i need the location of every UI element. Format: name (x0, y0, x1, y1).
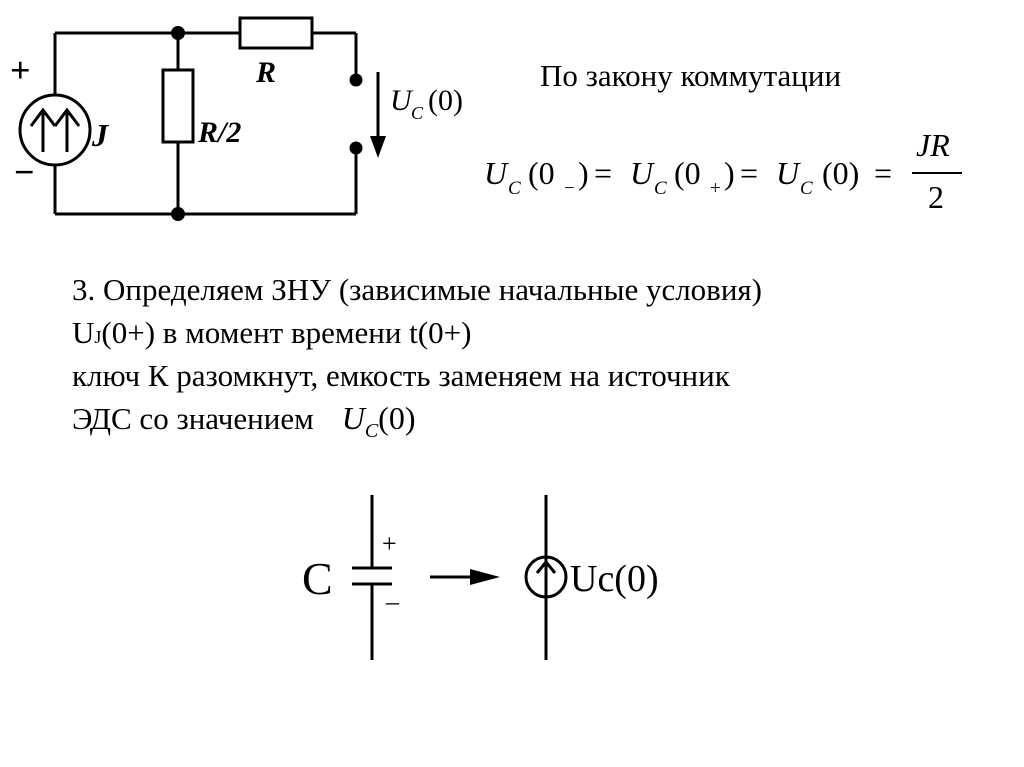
body-line-4 (72, 397, 762, 440)
uj-sub: J (94, 327, 102, 347)
resistor-shunt (163, 70, 193, 142)
voltage-arrowhead (370, 136, 386, 158)
body-line-4-text: ЭДС со значением (72, 401, 314, 436)
formula-eq3: = (874, 155, 893, 191)
source-label: Uc(0) (570, 558, 659, 600)
formula-sub1: C (508, 178, 521, 199)
capacitor-plus-label: + (382, 529, 397, 558)
formula-arg2-sub: + (710, 178, 721, 199)
uj-u: U (72, 315, 95, 350)
switch-terminal-top (351, 75, 361, 85)
capacitor-label: C (302, 553, 333, 604)
formula-arg1-sub: − (564, 178, 575, 199)
body-line-2 (72, 311, 762, 354)
source-plus-label: + (10, 50, 31, 90)
voltage-label-arg: (0) (428, 84, 463, 117)
junction-top (171, 26, 185, 40)
uc-inline-u: U (341, 400, 365, 436)
formula-arg1: (0 (528, 155, 555, 191)
capacitor-conversion-diagram (290, 490, 710, 670)
circuit-diagram (0, 0, 500, 240)
formula-close2: ) (724, 155, 735, 191)
formula-sub2: C (654, 178, 667, 199)
formula-close1: ) (578, 155, 589, 191)
voltage-label-sub: C (411, 103, 424, 123)
junction-bottom (171, 207, 185, 221)
formula-eq2: = (740, 155, 759, 191)
body-line-3: ключ К разомкнут, емкость заменяем на источник (72, 358, 730, 393)
source-j-label: J (92, 117, 108, 153)
resistor-shunt-label: R/2 (198, 116, 242, 149)
uc-inline-arg: (0) (378, 400, 416, 436)
formula-eq1: = (594, 155, 613, 191)
body-text (72, 268, 762, 440)
formula-u1: U (484, 155, 508, 191)
body-line-1: 3. Определяем ЗНУ (зависимые начальные условия) (72, 272, 762, 307)
switch-terminal-bottom (351, 143, 361, 153)
formula-sub3: C (800, 178, 813, 199)
voltage-label-u: U (390, 84, 412, 117)
uj-rest: (0+) в момент времени t(0+) (101, 315, 472, 350)
uc-inline-sub: C (364, 420, 379, 442)
source-minus-label: − (14, 152, 35, 192)
formula-u3: U (776, 155, 800, 191)
capacitor-minus-label: – (386, 587, 399, 616)
resistor-series-label: R (256, 56, 277, 89)
formula-numerator: JR (916, 127, 950, 163)
formula-u2: U (630, 155, 654, 191)
formula-denominator: 2 (928, 179, 944, 215)
resistor-series (240, 18, 312, 48)
formula-arg2: (0 (674, 155, 701, 191)
commutation-heading: По закону коммутации (540, 58, 842, 93)
formula-arg3: (0) (822, 155, 860, 191)
conversion-arrowhead (470, 569, 500, 585)
commutation-formula (484, 118, 984, 218)
